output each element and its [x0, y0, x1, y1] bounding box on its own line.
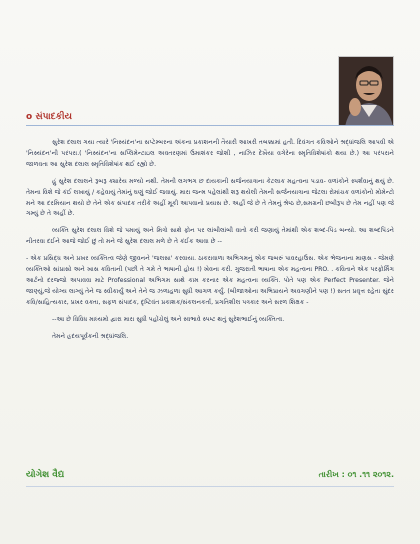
- publication-date: તારીખ : ૦૧ .૧૧ ૨૦૧૨.: [318, 470, 394, 479]
- paragraph-impression: વ્યક્તિ સુરેશ દલાલ વિશે જે પમાયું અને મિત્રો સાથે ફોન પર લાંબીલાંબી વાતો કરી જણાયું તેમાંથી એક શબ્દ-પિંડ બન્યો. આ શબ્દપિંડને નીતરવા દઈને આજે જોઈ છું તો મને જે સુરેશ દલાલ મળે છે તે કંઈક આવા છે --: [26, 227, 394, 246]
- page-heading: o સંપાદકીય: [26, 112, 72, 122]
- paragraph-summary: --આ છે વિવિધ માધ્યમો દ્વારા મારા સુધી પહોંચેલું અને સ્વભાવે સ્પષ્ટ થતું સુરેશભાઈનું વ્યક્તિત્વ.: [52, 315, 285, 323]
- paragraph-tribute: તેમને હ્રદયપૂર્વકની શ્રદ્ધાંજલિ.: [52, 332, 129, 340]
- portrait-image: [339, 57, 394, 126]
- article-body: [26, 138, 394, 349]
- footer-divider: [26, 486, 394, 487]
- paragraph-portrait: - એક પ્રસિદ્ધ અને પ્રખર વ્યક્તિત્વ જેણે જીવનને 'જલસા' કરવાયા. ઠાકરાવાળા અભિગમનું એક જબરું પાવરહાઉસ. એક ભેજનાના માણસ - જેમણે વ્યક્તિઓ સાંપ્રાસો અને ખાસ કવિતાની (પછી તે ગમે તે ભાષાની હોય !) ખેવના કરી. ગુજરાતી ભાષાના એક મહત્વના PRO. . કવિતાને એક પરફોર્મિંગ આર્ટનો દરજ્જો અપાવવા માટે Professional અભિગમ સાથે કામ કરનાર એક મહત્વના વ્યક્તિ. પોતે પણ એક Perfect Presenter. જેને જાણ્યું,જે યોગ્ય લાગ્યું તેને જ સ્વીકાર્યું અને તેને જ ઝળાહળા સુધી આગળ કર્યું. (બીજાઓના અભિપ્રાયને અવગણીને પણ !) સતત પ્રવૃત્ત રહેતા સુંદર કવિ/સાહિત્યકાર, પ્રખર વક્તા, સફળ સંપાદક, દૃષ્ટિવંત પ્રકાશક/સંકલનકર્તા, પ્રગતિશીલ પત્રકાર અને સરળ શિક્ષક -: [26, 255, 394, 306]
- paragraph-journey: હું સુરેશ દલાલને રૂબરૂ ક્યારેય મળ્યો નથી. તેમની લગભગ છ દાયકાની સર્જનયાત્રાના કેટલાક મહત્વના પડાવ- વળાંકોને સ્પર્શવાનું થયું છે. તેમના વિશે જે કંઈ લખાયું / કહેવાયું તેમાંનું ઘણું જોઈ જવાયું. મારા જન્મ પહેલાંથી શરૂ થયેલી તેમની સર્જનયાત્રાના જેટલા રોમાંચક વળાંકોનો મોમેન્ટો મને આ દરમિયાન થયો છે તેને એક સંપાદક તરીકે અહીં મૂકી આપવાનો પ્રયાસ છે. અહીં જે છે તે તેમનું શ્રેષ્ઠ છે,સમગ્રની છબીરૂપ છે તેમ નહીં પણ જે ગમ્યું છે તે અહીં છે.: [26, 177, 394, 218]
- heading-divider: [26, 125, 394, 126]
- author-photo: [338, 56, 394, 126]
- author-name: યોગેશ વૈદ્ય: [26, 470, 65, 480]
- paragraph-intro: સુરેશ દલાલ ગયા ત્યારે 'નિસ્યંદન'ના સપ્ટેમ્બરના અંકના પ્રકાશનની તૈયારી આખરી તબક્કામાં હતી. દિવંગત કવિઓને શ્રદ્ધાંજલિ આપવી એ 'નિસ્યંદન'ની પરંપરા.( 'નિસ્યંદન'ના સપ્લિમેન્ટાઇલ અવતરણમાં ઉમાશંકર જોશી , નાઝિર દેખૈયા વગેરેના સ્મૃતિવિશેષાંકો થયા છે.) આ પરંપરાને જાળવતા આ સુરેશ દલાલ સ્મૃતિવિશેષાંક થઈ રહ્યો છે.: [26, 139, 394, 168]
